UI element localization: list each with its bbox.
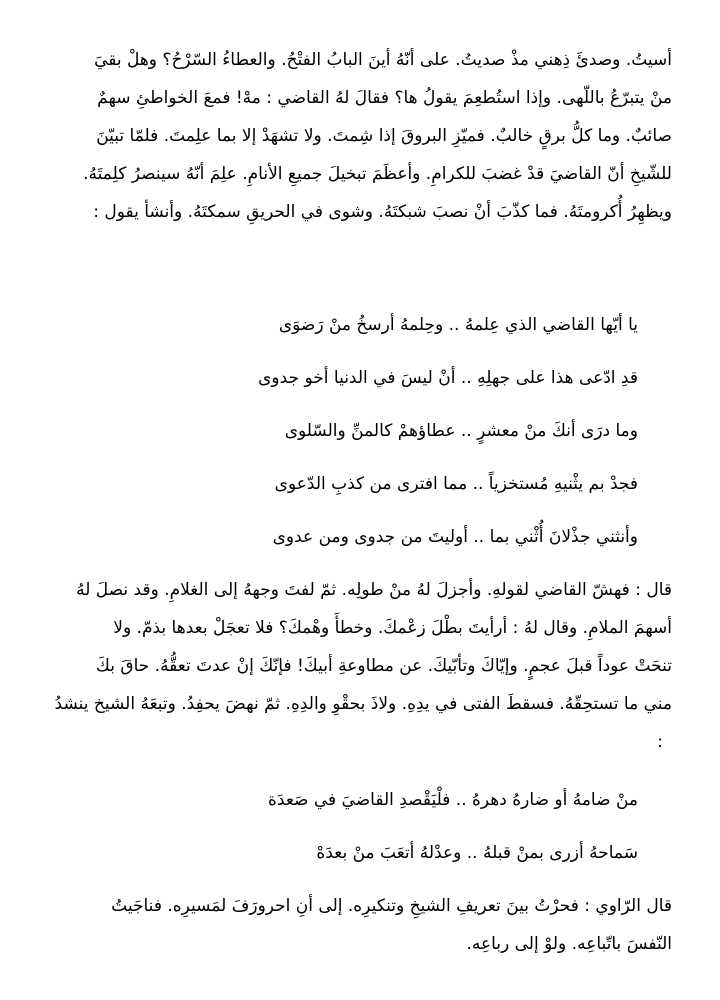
text-line: قال الرّاوي : فحرْتُ بينَ تعريفِ الشيخِ وتنكيرِه. إلى أنِ احرورَفَ لمَسيرِه. فناجَيتُ xyxy=(111,896,672,916)
poem-verse: سَماحهُ أزرى بمنْ قبلهُ .. وعدْلهُ أتعَبَ منْ بعدَهْ xyxy=(316,843,638,863)
text-line: للشّيخِ أنّ القاضيَ قدْ غضبَ للكرامِ. وأعظَمَ تبخيلَ جميعِ الأنامِ. علِمَ أنّهُ سينصرُ كلِمتَهُ. xyxy=(83,164,672,184)
text-line: أسيتُ. وصدئَ ذِهني مذْ صديتُ. على أنّهُ أينَ البابُ الفتْحُ. والعطاءُ السّرْحُ؟ وهلْ بقيَ xyxy=(94,50,672,70)
text-line: منْ يتبرّعُ باللّهى. وإذا استُطعِمَ يقولُ ها؟ فقالَ لهُ القاضي : مهْ! فمعَ الخواطئِ سهمٌ xyxy=(97,88,672,108)
poem-verse: فجدْ بم يثْنيهِ مُستخزياً .. مما افترى من كذبِ الدّعوى xyxy=(274,474,638,494)
text-line: مني ما تستحِقّهُ. فسقطَ الفتى في يدِهِ. ولاذَ بحقْوِ والدِهِ. ثمّ نهضَ يحفِدُ. وتبعَهُ الشيخ ينشدُ xyxy=(54,694,672,714)
poem-verse: وما درَى أنكَ منْ معشرٍ .. عطاؤهمْ كالمنِّ والسّلوى xyxy=(284,421,638,441)
text-line: النّفسَ باتّباعِه. ولوْ إلى رباعِه. xyxy=(466,934,672,954)
text-line: قال : فهشّ القاضي لقولهِ. وأجزلَ لهُ منْ طولِه. ثمّ لفتَ وجههُ إلى الغلامِ. وقد نصلَ لهُ xyxy=(76,580,672,600)
poem-verse: منْ ضامهُ أو ضارهُ دهرهُ .. فلْيَقْصدِ القاضيَ في صَعدَة xyxy=(267,790,638,810)
text-line: تنحَتْ عوداً قبلَ عجمٍ. وإيّاكَ وتأبّيكَ. عن مطاوعةِ أبيكَ! فإنّكَ إنْ عدتَ تعقُّهُ. حاقَ بكَ xyxy=(95,656,672,676)
poem-verse: قدِ ادّعى هذا على جهلِهِ .. أنْ ليسَ في الدنيا أخو جدوى xyxy=(258,368,638,388)
text-line: صائبٌ. وما كلُّ برقٍ خالبٌ. فميّزِ البروقَ إذا شِمتَ. ولا تشهَدْ إلا بما علِمتَ. فلمّا تبيّنَ xyxy=(96,126,672,146)
text-line: : xyxy=(657,732,663,752)
text-line: ويظهِرُ أُكرومتَهُ. فما كذّبَ أنْ نصبَ شبكتَهُ. وشوى في الحريقِ سمكتَهُ. وأنشأ يقول : xyxy=(93,202,672,222)
text-line: أسهمَ الملامِ. وقال لهُ : أرأيتَ بطْلَ زعْمكَ. وخطأَ وهْمكَ؟ فلا تعجَلْ بعدها بذمّ. ولا xyxy=(113,618,672,638)
poem-verse: وأنثني جذْلانَ أُثْني بما .. أوليتَ من جدوى ومن عدوى xyxy=(272,527,638,547)
poem-verse: يا أيّها القاضي الذي عِلمهُ .. وحِلمهُ أرسخُ منْ رَضوَى xyxy=(278,315,638,335)
